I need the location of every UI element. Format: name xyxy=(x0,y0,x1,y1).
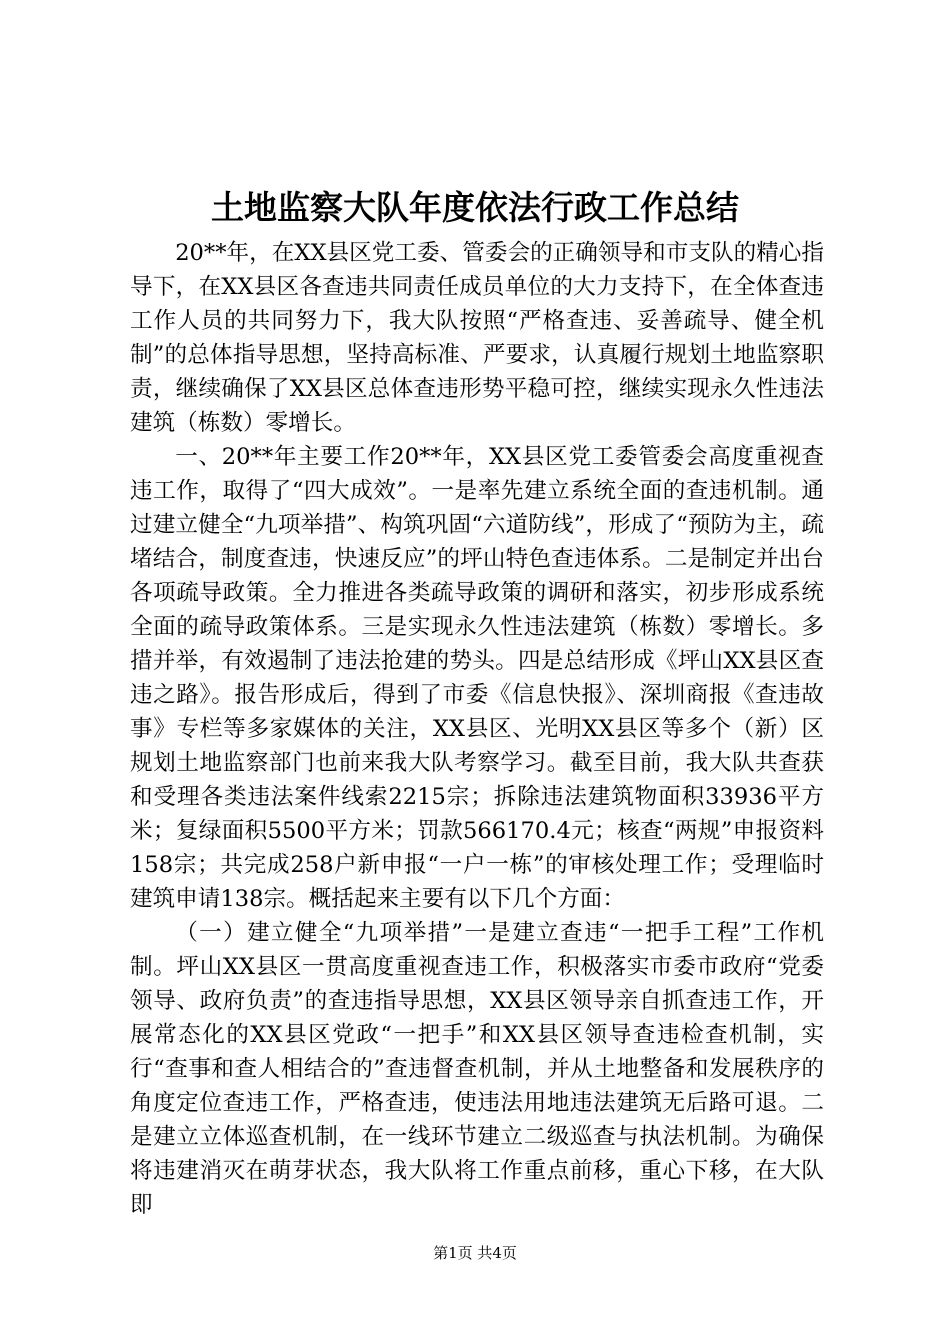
paragraph-intro: 20**年，在XX县区党工委、管委会的正确领导和市支队的精心指导下，在XX县区各查违共同责任成员单位的大力支持下，在全体查违工作人员的共同努力下，我大队按照“严格查违、妥善疏导、健全机制”的总体指导思想，坚持高标准、严要求，认真履行规划土地监察职责，继续确保了XX县区总体查违形势平稳可控，继续实现永久性违法建筑（栋数）零增长。 xyxy=(130,240,824,436)
document-title: 土地监察大队年度依法行政工作总结 xyxy=(211,188,739,227)
page-footer: 第1页 共4页 xyxy=(433,1244,517,1262)
paragraph-nine-measures: （一）建立健全“九项举措”一是建立查违“一把手工程”工作机制。坪山XX县区一贯高度重视查违工作，积极落实市委市政府“党委领导、政府负责”的查违指导思想，XX县区领导亲自抓查违工作，开展常态化的XX县区党政“一把手”和XX县区领导查违检查机制，实行“查事和查人相结合的”查违督查机制，并从土地整备和发展秩序的角度定位查违工作，严格查违，使违法用地违法建筑无后路可退。二是建立立体巡查机制，在一线环节建立二级巡查与执法机制。为确保将违建消灭在萌芽状态，我大队将工作重点前移，重心下移，在大队即 xyxy=(130,920,824,1218)
paragraph-main-work: 一、20**年主要工作20**年，XX县区党工委管委会高度重视查违工作，取得了“四大成效”。一是率先建立系统全面的查违机制。通过建立健全“九项举措”、构筑巩固“六道防线”，形成了“预防为主，疏堵结合，制度查违，快速反应”的坪山特色查违体系。二是制定并出台各项疏导政策。全力推进各类疏导政策的调研和落实，初步形成系统全面的疏导政策体系。三是实现永久性违法建筑（栋数）零增长。多措并举，有效遏制了违法抢建的势头。四是总结形成《坪山XX县区查违之路》。报告形成后，得到了市委《信息快报》、深圳商报《查违故事》专栏等多家媒体的关注，XX县区、光明XX县区等多个（新）区规划土地监察部门也前来我大队考察学习。截至目前，我大队共查获和受理各类违法案件线索2215宗；拆除违法建筑物面积33936平方米；复绿面积5500平方米；罚款566170.4元；核查“两规”申报资料158宗；共完成258户新申报“一户一栋”的审核处理工作；受理临时建筑申请138宗。概括起来主要有以下几个方面： xyxy=(130,444,824,912)
document-body xyxy=(130,236,824,1222)
